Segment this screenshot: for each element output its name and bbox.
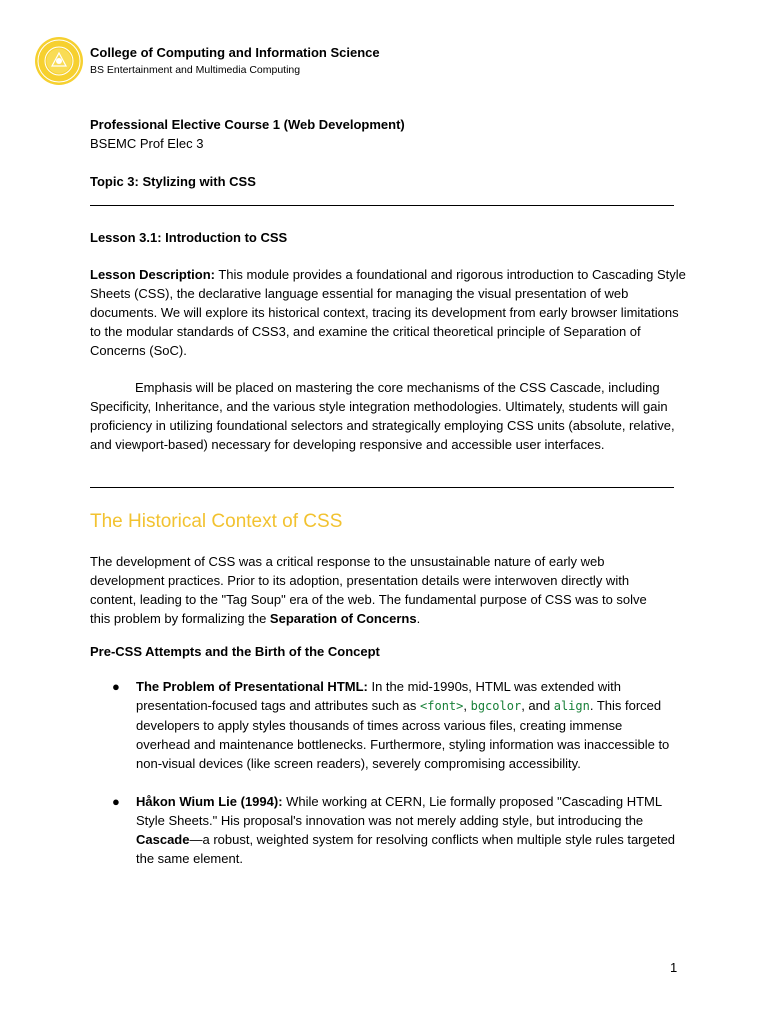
course-code: BSEMC Prof Elec 3: [90, 136, 204, 151]
divider: [90, 487, 674, 488]
bullet-text: While working at CERN, Lie formally proposed "Cascading HTML Style Sheets." His proposal's innovation was not merely adding style, but introducing the: [136, 794, 662, 828]
section-intro-end: .: [416, 611, 421, 626]
bullet-marker: ●: [112, 679, 120, 694]
bullet-text: —a robust, weighted system for resolving conflicts when multiple style rules targeted the same element.: [136, 832, 676, 866]
section-intro-text: The development of CSS was a critical response to the unsustainable nature of early web development practices. Prior to its adoption, presentation details were interwoven directly with content, leading to the "Tag Soup" era of the web. The fundamental purpose of CSS was to solve this problem by formalizing the: [90, 554, 647, 626]
bullet-text: ,: [463, 698, 471, 713]
section-heading: The Historical Context of CSS: [90, 511, 343, 532]
program-name: BS Entertainment and Multimedia Computing: [90, 64, 301, 76]
bullet-text: In the mid-1990s, HTML was extended with presentation-focused tags and attributes such as: [136, 679, 621, 713]
subsection-heading: Pre-CSS Attempts and the Birth of the Concept: [90, 644, 380, 659]
bullet-bold-term: Cascade: [136, 832, 190, 847]
lesson-description-label: Lesson Description:: [90, 267, 215, 282]
institution-name: College of Computing and Information Science: [90, 45, 380, 60]
page-number: 1: [670, 960, 678, 975]
lesson-description: [90, 265, 690, 360]
course-title: Professional Elective Course 1 (Web Development): [90, 117, 405, 132]
lesson-description-text: This module provides a foundational and rigorous introduction to Cascading Style Sheets (CSS), the declarative language essential for managing the visual presentation of web documents. We will explore its historical context, tracing its development from early browser limitations to the modular standards of CSS3, and examine the critical theoretical principle of Separation of Concerns (SoC).: [90, 267, 686, 358]
code-bgcolor: bgcolor: [470, 699, 522, 713]
code-font-tag: <font>: [420, 699, 464, 713]
section-intro-bold: Separation of Concerns: [269, 611, 417, 626]
university-seal-icon: [34, 36, 84, 86]
list-item: [136, 792, 676, 868]
list-item: [136, 677, 676, 773]
divider: [90, 205, 674, 206]
bullet-marker: ●: [112, 794, 120, 809]
bullet-text: . This forced developers to apply styles thousands of times across various files, creating immense overhead and maintenance bottlenecks. Furthermore, styling information was inaccessible to non-visual devices (like screen readers), severely compromising accessibility.: [136, 698, 670, 771]
bullet-label: The Problem of Presentational HTML:: [136, 679, 368, 694]
bullet-text: , and: [521, 698, 554, 713]
section-intro: [90, 552, 670, 628]
bullet-label: Håkon Wium Lie (1994):: [136, 794, 283, 809]
topic-title: Topic 3: Stylizing with CSS: [90, 174, 256, 189]
lesson-emphasis-paragraph: Emphasis will be placed on mastering the core mechanisms of the CSS Cascade, including Specificity, Inheritance, and the various style integration methodologies. Ultimately, students will gain proficiency in utilizing foundational selectors and strategically employing CSS units (absolute, relative, and viewport-based) necessary for developing responsive and accessible user interfaces.: [90, 380, 675, 452]
code-align: align: [553, 699, 590, 713]
lesson-title: Lesson 3.1: Introduction to CSS: [90, 230, 288, 245]
